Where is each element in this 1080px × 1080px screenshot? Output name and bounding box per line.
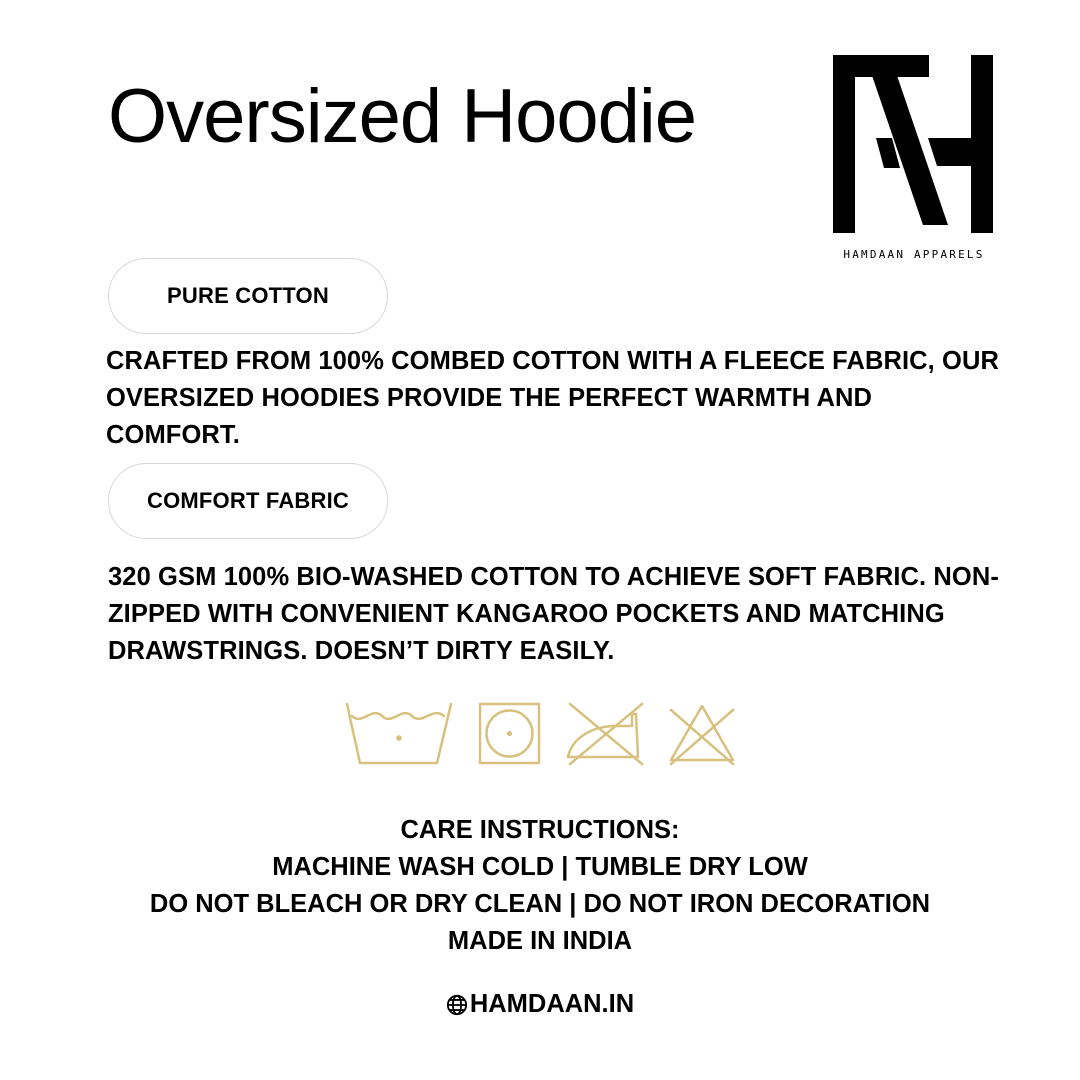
wash-cold-icon xyxy=(347,704,451,763)
feature-description-comfort-fabric: 320 GSM 100% BIO-WASHED COTTON TO ACHIEVE SOFT FABRIC. NON-ZIPPED WITH CONVENIENT KANGAROO POCKETS AND MATCHING DRAWSTRINGS. DOESN’T DIRTY EASILY. xyxy=(108,563,999,665)
feature-description-pure-cotton: CRAFTED FROM 100% COMBED COTTON WITH A FLEECE FABRIC, OUR OVERSIZED HOODIES PROVIDE THE PERFECT WARMTH AND COMFORT. xyxy=(106,347,1000,449)
feature-badge-comfort-fabric: COMFORT FABRIC xyxy=(108,463,388,539)
care-line: DO NOT BLEACH OR DRY CLEAN | DO NOT IRON DECORATION xyxy=(149,890,931,918)
origin-line: MADE IN INDIA xyxy=(447,927,633,955)
brand-logo xyxy=(830,50,996,264)
care-icons xyxy=(344,700,736,768)
brand-name: HAMDAAN APPARELS xyxy=(843,248,985,261)
feature-badge-pure-cotton: PURE COTTON xyxy=(108,258,388,334)
page-title: Oversized Hoodie xyxy=(108,74,697,159)
care-heading: CARE INSTRUCTIONS: xyxy=(400,816,680,844)
care-instructions xyxy=(0,812,1080,960)
website-link[interactable] xyxy=(0,990,1080,1019)
website-text[interactable]: HAMDAAN.IN xyxy=(469,990,635,1018)
do-not-bleach-icon xyxy=(671,706,733,764)
care-line: MACHINE WASH COLD | TUMBLE DRY LOW xyxy=(272,853,808,881)
do-not-iron-icon xyxy=(568,704,642,764)
tumble-dry-low-icon xyxy=(480,704,539,763)
globe-icon xyxy=(446,994,468,1016)
